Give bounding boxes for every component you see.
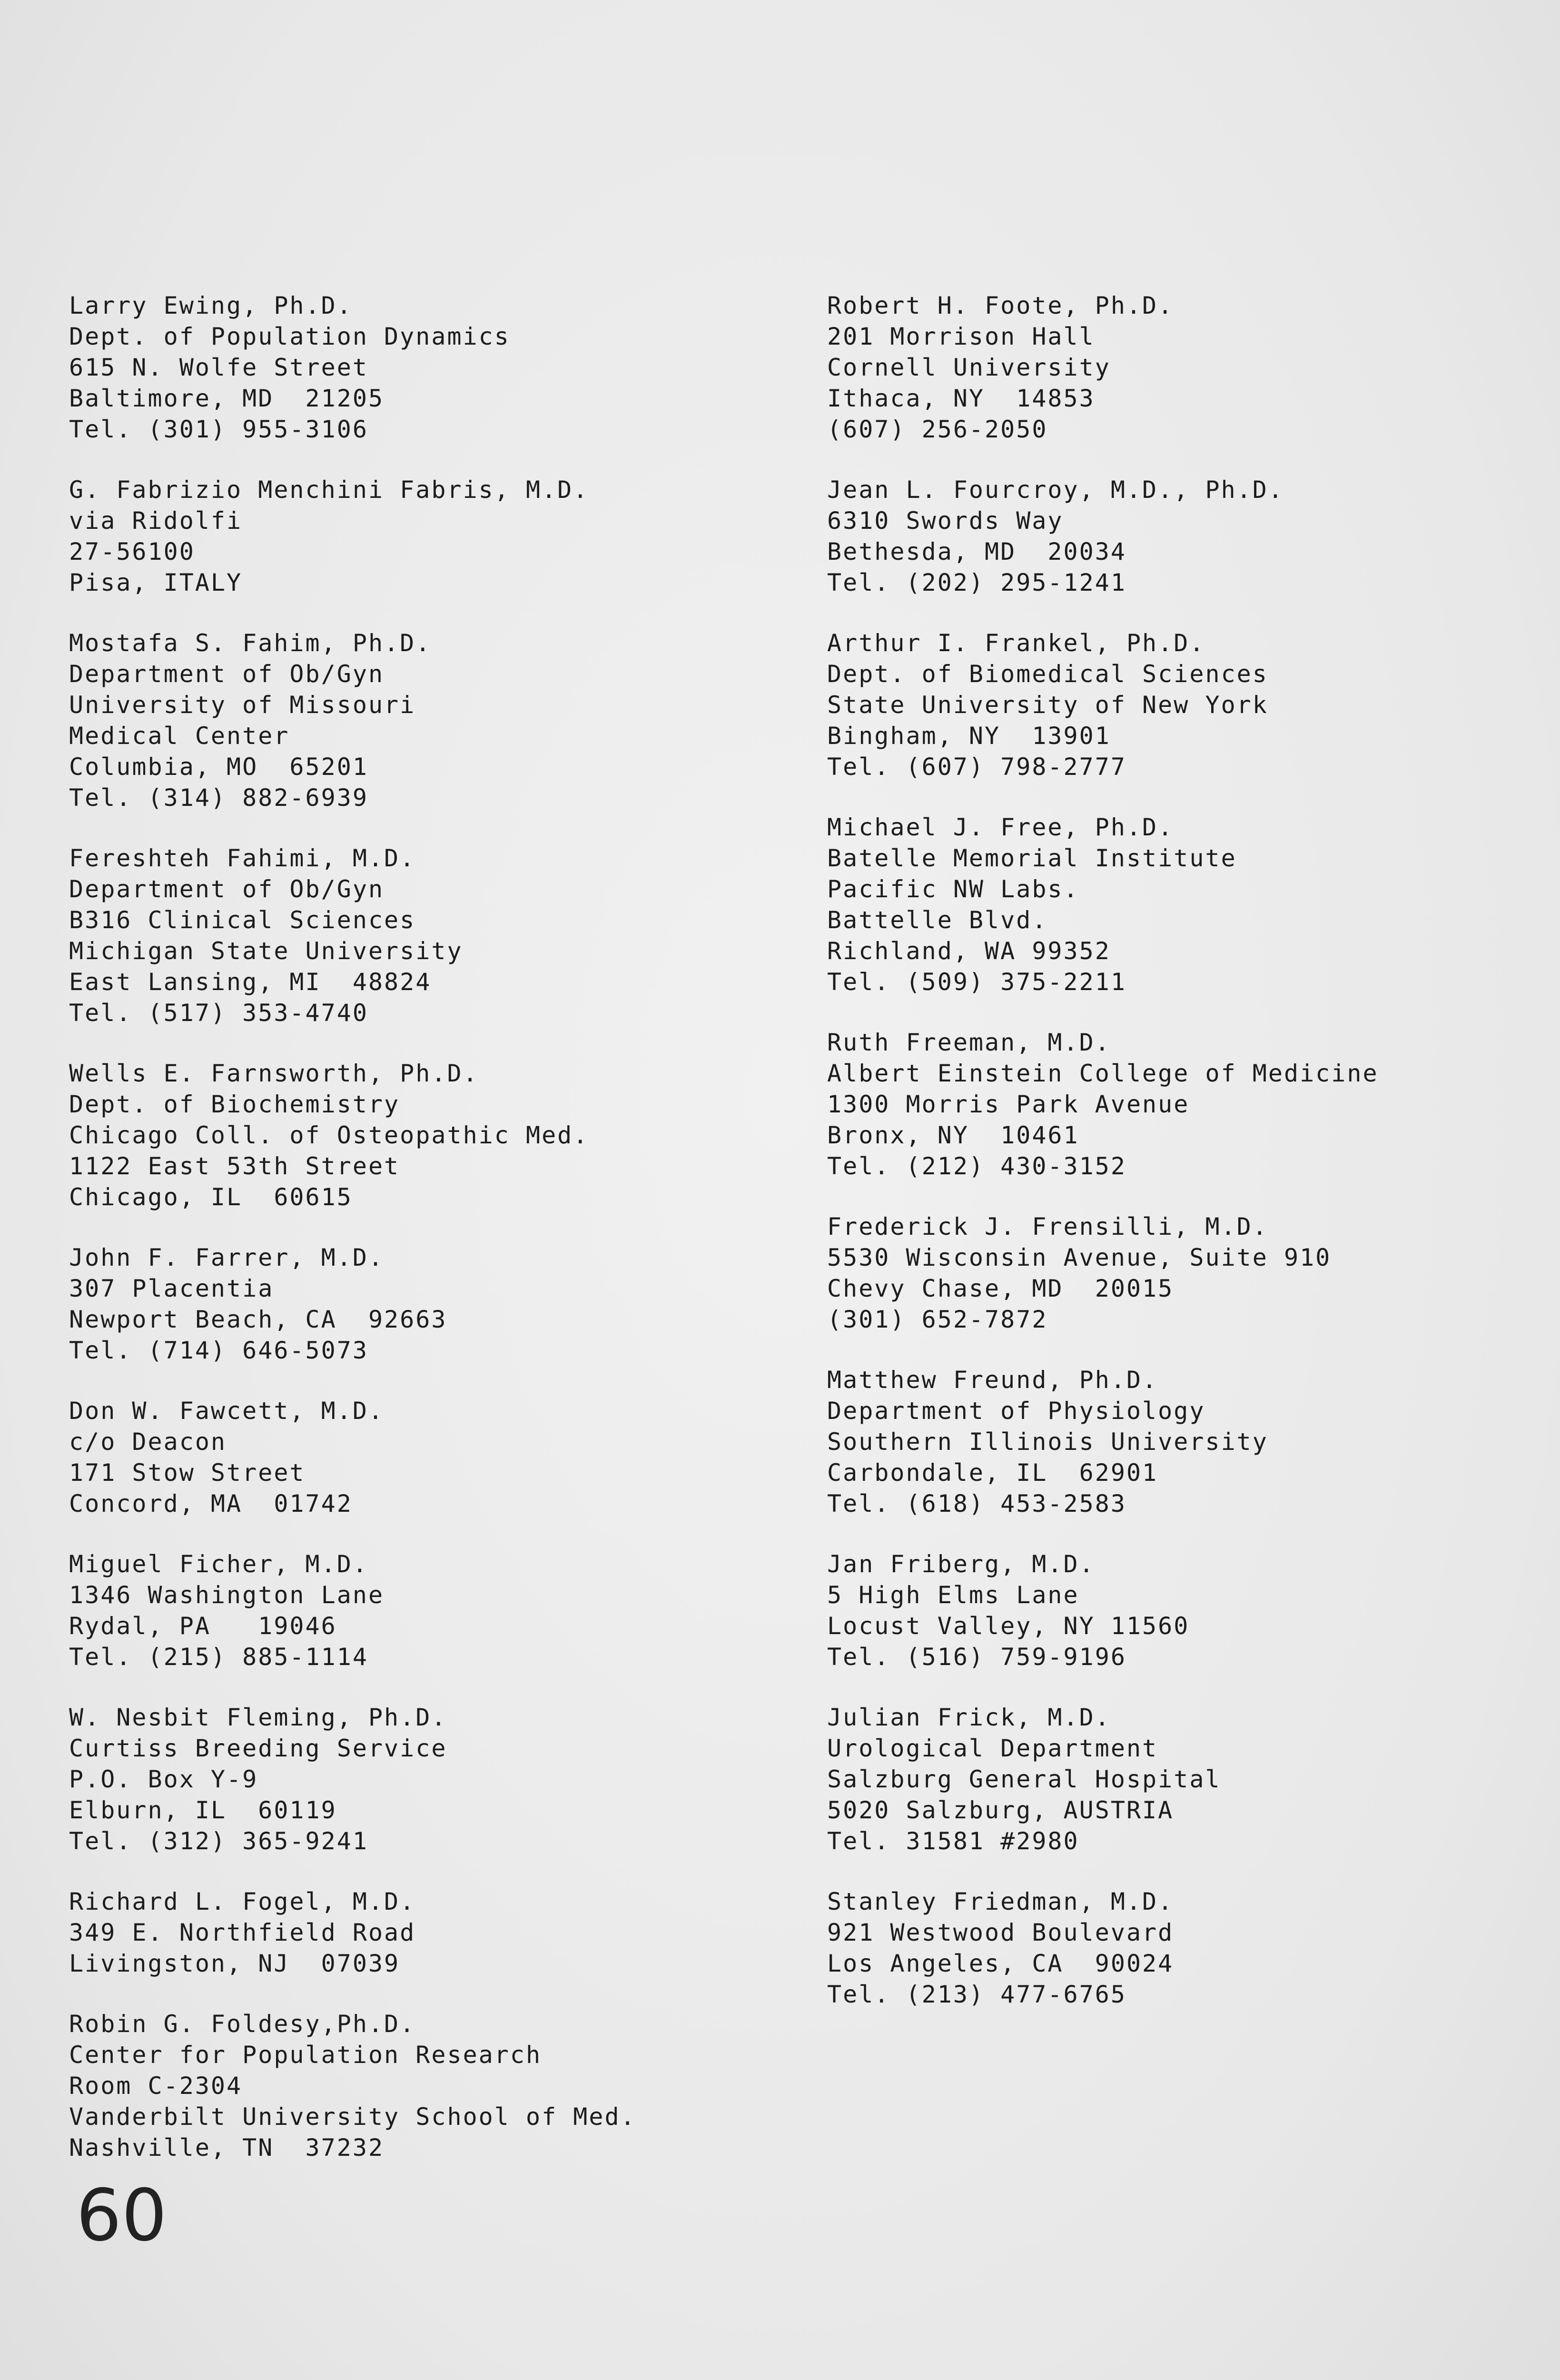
entry-line: Pisa, ITALY: [69, 569, 243, 596]
entry-name: Arthur I. Frankel, Ph.D.: [827, 629, 1205, 657]
entry-line: Tel. (607) 798-2777: [827, 753, 1126, 781]
entry-line: Tel. (714) 646-5073: [69, 1337, 368, 1364]
entry-line: P.O. Box Y-9: [69, 1765, 258, 1793]
entry-name: Jean L. Fourcroy, M.D., Ph.D.: [827, 476, 1284, 504]
entry-name: Michael J. Free, Ph.D.: [827, 813, 1174, 841]
entry-line: Dept. of Biomedical Sciences: [827, 660, 1268, 688]
entry-line: Concord, MA 01742: [69, 1490, 353, 1517]
entry-name: Ruth Freeman, M.D.: [827, 1029, 1111, 1056]
entry-line: Tel. (618) 453-2583: [827, 1490, 1126, 1517]
entry-line: Department of Physiology: [827, 1397, 1205, 1425]
entry-line: Tel. (314) 882-6939: [69, 784, 368, 812]
entry-line: Carbondale, IL 62901: [827, 1459, 1158, 1487]
entry-line: Center for Population Research: [69, 2041, 542, 2069]
entry-line: 5530 Wisconsin Avenue, Suite 910: [827, 1244, 1332, 1271]
directory-entry: [827, 1365, 1541, 1519]
entry-line: Dept. of Population Dynamics: [69, 323, 510, 350]
entry-line: 349 E. Northfield Road: [69, 1919, 416, 1946]
entry-line: Urological Department: [827, 1735, 1158, 1762]
entry-name: W. Nesbit Fleming, Ph.D.: [69, 1704, 447, 1731]
entry-line: Richland, WA 99352: [827, 937, 1111, 965]
entry-line: Locust Valley, NY 11560: [827, 1612, 1190, 1640]
entry-name: Mostafa S. Fahim, Ph.D.: [69, 629, 432, 657]
entry-line: Department of Ob/Gyn: [69, 875, 385, 903]
entry-line: Los Angeles, CA 90024: [827, 1950, 1174, 1977]
entry-line: 615 N. Wolfe Street: [69, 354, 368, 381]
directory-entry: [827, 1027, 1541, 1182]
entry-name: G. Fabrizio Menchini Fabris, M.D.: [69, 476, 589, 504]
directory-entry: [827, 628, 1541, 783]
entry-name: Frederick J. Frensilli, M.D.: [827, 1213, 1268, 1240]
directory-entry: [69, 1242, 783, 1366]
entry-line: Department of Ob/Gyn: [69, 660, 385, 688]
directory-entry: [827, 1211, 1541, 1335]
entry-line: Tel. (202) 295-1241: [827, 569, 1126, 596]
directory-entry: [69, 1058, 783, 1213]
entry-line: 5 High Elms Lane: [827, 1581, 1079, 1609]
entry-line: B316 Clinical Sciences: [69, 906, 416, 934]
entry-line: 5020 Salzburg, AUSTRIA: [827, 1796, 1174, 1824]
directory-entry: [69, 1549, 783, 1673]
directory-entry: [827, 290, 1541, 445]
directory-entry: [69, 1396, 783, 1519]
directory-entry: [69, 628, 783, 813]
entry-line: Tel. 31581 #2980: [827, 1827, 1079, 1855]
entry-line: Cornell University: [827, 354, 1111, 381]
entry-line: 1122 East 53th Street: [69, 1152, 400, 1180]
entry-name: Miguel Ficher, M.D.: [69, 1550, 368, 1578]
entry-line: University of Missouri: [69, 691, 416, 719]
entry-name: Wells E. Farnsworth, Ph.D.: [69, 1060, 479, 1087]
entry-line: 921 Westwood Boulevard: [827, 1919, 1174, 1946]
entry-name: Richard L. Fogel, M.D.: [69, 1888, 416, 1915]
entry-line: 1346 Washington Lane: [69, 1581, 385, 1609]
directory-entry: [827, 812, 1541, 998]
entry-line: Batelle Memorial Institute: [827, 844, 1237, 872]
directory-entry: [69, 1886, 783, 1979]
entry-line: Bingham, NY 13901: [827, 722, 1111, 750]
entry-line: via Ridolfi: [69, 507, 243, 535]
entry-line: Albert Einstein College of Medicine: [827, 1060, 1379, 1087]
left-column: [69, 290, 783, 2193]
entry-name: Robin G. Foldesy,Ph.D.: [69, 2010, 416, 2038]
entry-line: Salzburg General Hospital: [827, 1765, 1221, 1793]
entry-line: Vanderbilt University School of Med.: [69, 2103, 636, 2131]
entry-line: Tel. (312) 365-9241: [69, 1827, 368, 1855]
entry-line: Chevy Chase, MD 20015: [827, 1275, 1174, 1302]
directory-entry: [69, 843, 783, 1029]
entry-line: Tel. (517) 353-4740: [69, 999, 368, 1027]
right-column: [827, 290, 1541, 2040]
entry-line: Ithaca, NY 14853: [827, 385, 1095, 412]
directory-entry: [827, 475, 1541, 598]
entry-line: Livingston, NJ 07039: [69, 1950, 400, 1977]
entry-line: Tel. (301) 955-3106: [69, 416, 368, 443]
entry-line: Dept. of Biochemistry: [69, 1091, 400, 1118]
directory-entry: [827, 1702, 1541, 1857]
entry-name: Larry Ewing, Ph.D.: [69, 292, 353, 319]
entry-line: Medical Center: [69, 722, 290, 750]
entry-line: Bethesda, MD 20034: [827, 538, 1126, 565]
entry-name: John F. Farrer, M.D.: [69, 1244, 385, 1271]
entry-line: Tel. (212) 430-3152: [827, 1152, 1126, 1180]
entry-line: Rydal, PA 19046: [69, 1612, 337, 1640]
entry-line: 307 Placentia: [69, 1275, 274, 1302]
entry-line: 6310 Swords Way: [827, 507, 1064, 535]
entry-line: Chicago, IL 60615: [69, 1183, 353, 1211]
entry-line: Pacific NW Labs.: [827, 875, 1079, 903]
entry-line: Tel. (213) 477-6765: [827, 1981, 1126, 2008]
directory-entry: [69, 475, 783, 598]
entry-line: (301) 652-7872: [827, 1306, 1048, 1333]
directory-entry: [827, 1549, 1541, 1673]
entry-name: Don W. Fawcett, M.D.: [69, 1397, 385, 1425]
entry-line: 27-56100: [69, 538, 195, 565]
entry-line: Baltimore, MD 21205: [69, 385, 385, 412]
entry-name: Jan Friberg, M.D.: [827, 1550, 1095, 1578]
directory-entry: [69, 290, 783, 445]
entry-line: Chicago Coll. of Osteopathic Med.: [69, 1121, 589, 1149]
entry-line: Tel. (215) 885-1114: [69, 1643, 368, 1671]
entry-line: Columbia, MO 65201: [69, 753, 368, 781]
entry-line: Battelle Blvd.: [827, 906, 1048, 934]
entry-line: East Lansing, MI 48824: [69, 968, 432, 996]
entry-line: 1300 Morris Park Avenue: [827, 1091, 1190, 1118]
entry-line: Nashville, TN 37232: [69, 2134, 385, 2162]
entry-name: Stanley Friedman, M.D.: [827, 1888, 1174, 1915]
entry-line: (607) 256-2050: [827, 416, 1048, 443]
directory-entry: [69, 2009, 783, 2163]
entry-line: Curtiss Breeding Service: [69, 1735, 447, 1762]
entry-line: Newport Beach, CA 92663: [69, 1306, 447, 1333]
entry-line: Southern Illinois University: [827, 1428, 1268, 1456]
entry-line: State University of New York: [827, 691, 1268, 719]
entry-line: 201 Morrison Hall: [827, 323, 1095, 350]
entry-name: Julian Frick, M.D.: [827, 1704, 1111, 1731]
entry-line: Elburn, IL 60119: [69, 1796, 337, 1824]
entry-name: Robert H. Foote, Ph.D.: [827, 292, 1174, 319]
entry-name: Matthew Freund, Ph.D.: [827, 1366, 1158, 1394]
entry-line: Tel. (516) 759-9196: [827, 1643, 1126, 1671]
entry-line: Michigan State University: [69, 937, 463, 965]
page-number: 60: [76, 2174, 167, 2257]
entry-line: Bronx, NY 10461: [827, 1121, 1079, 1149]
directory-entry: [69, 1702, 783, 1857]
entry-line: Room C-2304: [69, 2072, 243, 2100]
directory-entry: [827, 1886, 1541, 2010]
entry-line: c/o Deacon: [69, 1428, 227, 1456]
entry-line: Tel. (509) 375-2211: [827, 968, 1126, 996]
entry-line: 171 Stow Street: [69, 1459, 306, 1487]
entry-name: Fereshteh Fahimi, M.D.: [69, 844, 416, 872]
